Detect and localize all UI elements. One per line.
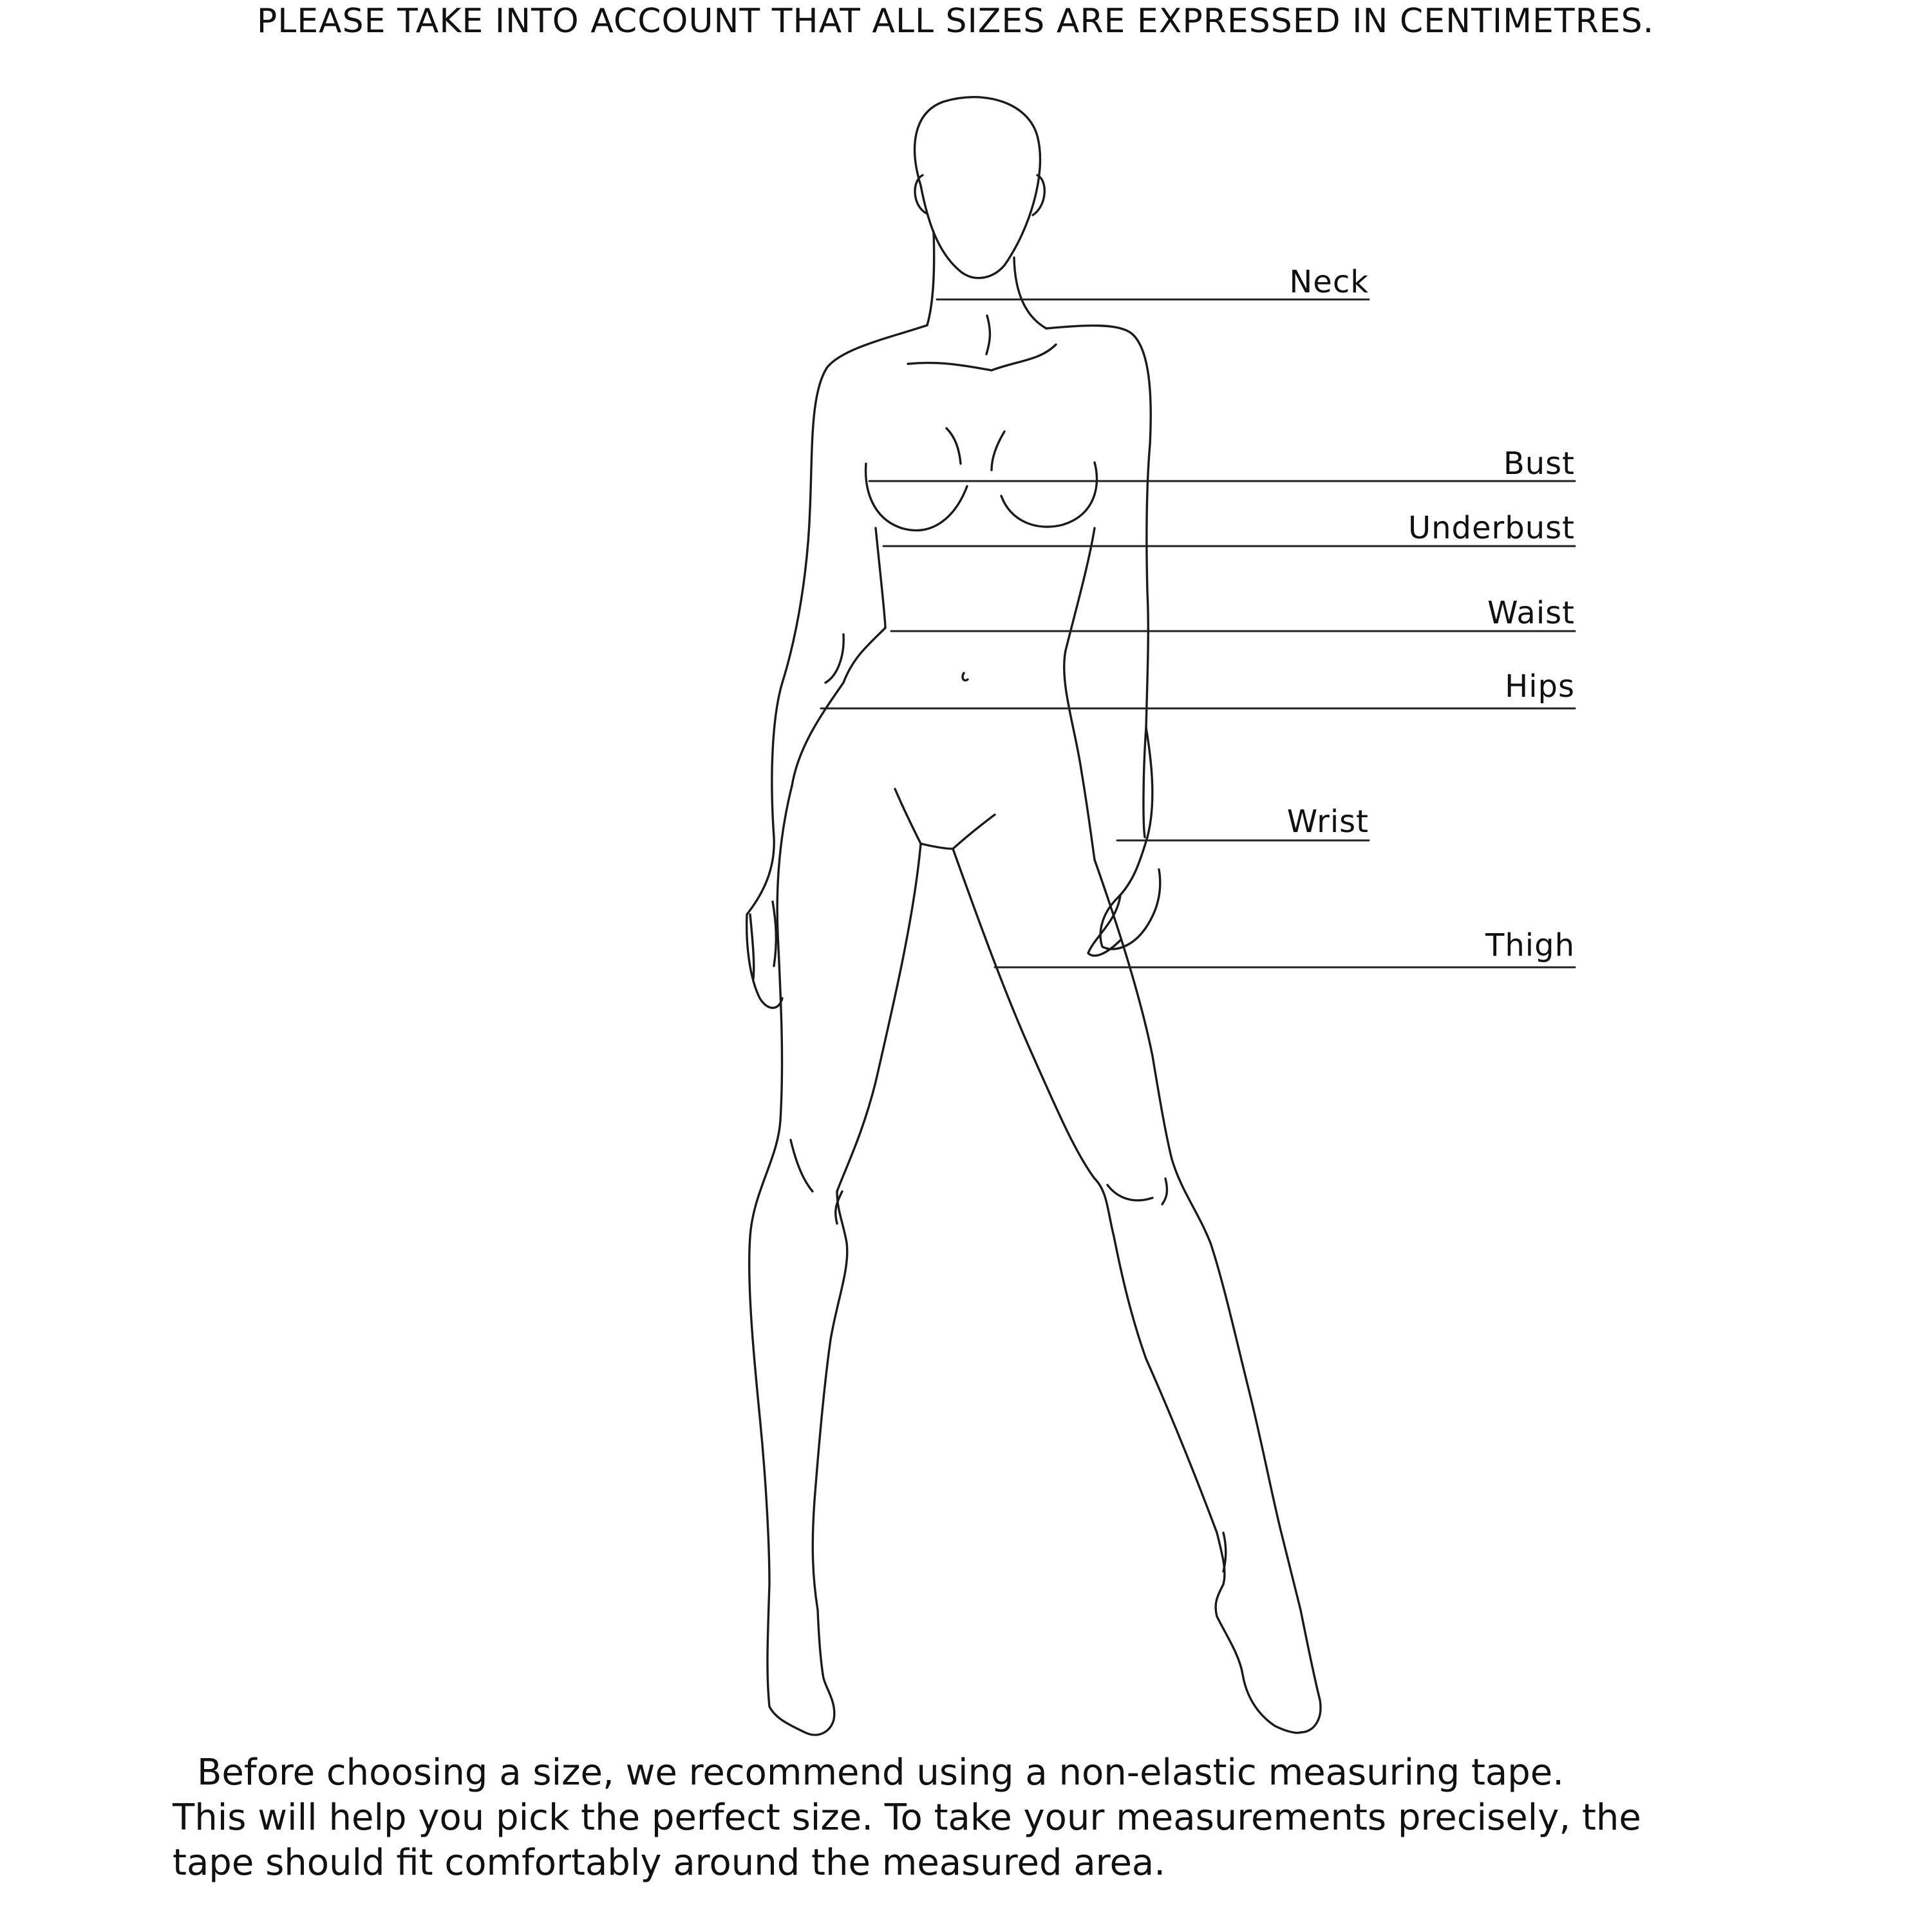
centimetres-notice: PLEASE TAKE INTO ACCOUNT THAT ALL SIZES ARE EXPRESSED IN CENTIMETRES.: [256, 2, 1655, 41]
underbust-label: Underbust: [1407, 510, 1575, 546]
measuring-instructions: [173, 1750, 1795, 1886]
wrist-label: Wrist: [1286, 804, 1369, 840]
instruction-line-2: This will help you pick the perfect size. To take your measurements precisely, the: [173, 1797, 1641, 1839]
measurement-leader-lines: [821, 299, 1575, 967]
body-outline: [747, 97, 1321, 1735]
bust-label: Bust: [1503, 446, 1575, 482]
thigh-label: Thigh: [1485, 927, 1575, 963]
instruction-line-1: Before choosing a size, we recommend using a non-elastic measuring tape.: [197, 1752, 1565, 1794]
neck-label: Neck: [1289, 264, 1369, 300]
hips-label: Hips: [1505, 668, 1575, 705]
waist-label: Waist: [1487, 595, 1575, 631]
instruction-line-3: tape should fit comfortably around the measured area.: [173, 1842, 1166, 1884]
